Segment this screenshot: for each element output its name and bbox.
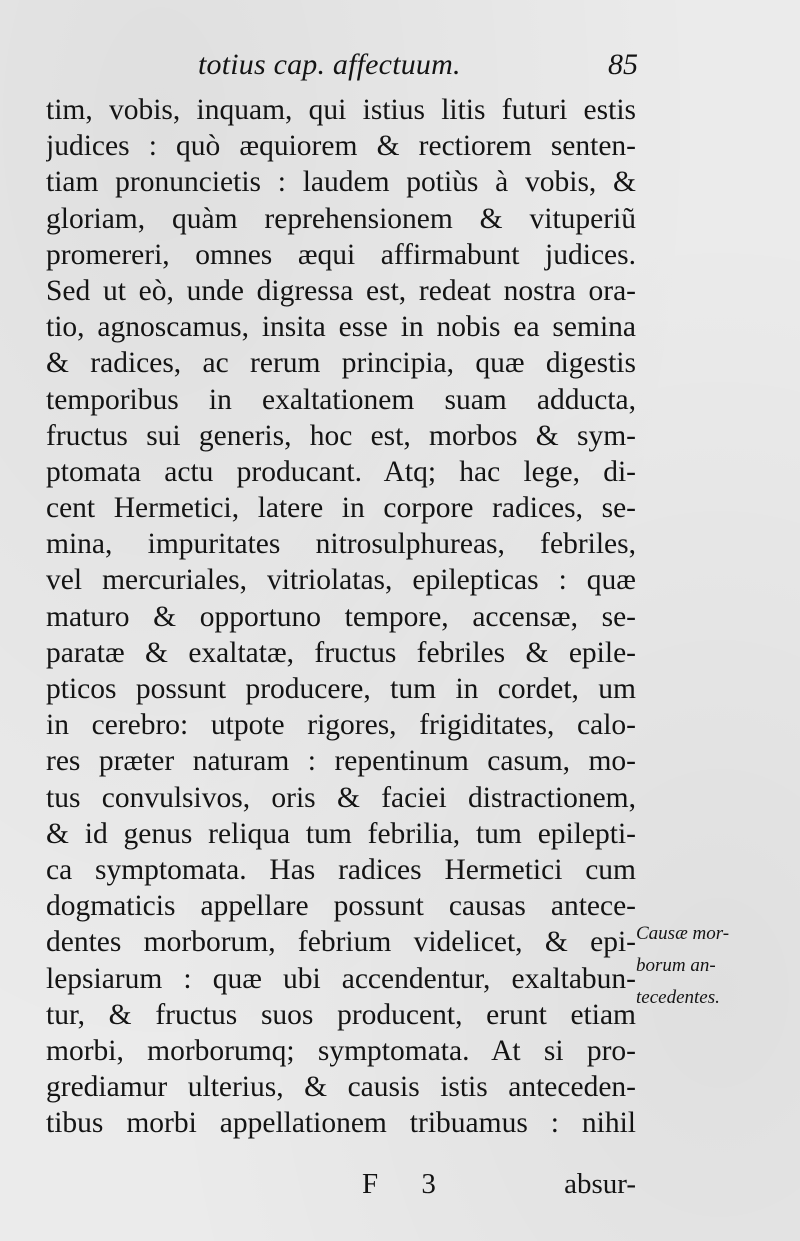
text-line: & id genus reliqua tum febrilia, tum epilepti- <box>46 817 636 850</box>
text-line: tio, agnoscamus, insita esse in nobis ea semina <box>46 311 636 344</box>
marginal-note <box>636 918 786 1014</box>
text-line: gloriam, quàm reprehensionem & vituperiũ <box>46 202 636 235</box>
text-line: dogmaticis appellare possunt causas antece- <box>46 890 636 923</box>
page-number: 85 <box>608 48 638 81</box>
text-line: dentes morborum, febrium videlicet, & epi- <box>46 926 636 959</box>
main-text-block <box>46 92 636 1141</box>
page-header <box>198 48 638 92</box>
text-line: vel mercuriales, vitriolatas, epilepticas : quæ <box>46 564 636 597</box>
text-line: paratæ & exaltatæ, fructus febriles & epile- <box>46 636 636 669</box>
text-line: lepsiarum : quæ ubi accendentur, exaltabun- <box>46 962 636 995</box>
text-line: mina, impuritates nitrosulphureas, febriles, <box>46 528 636 561</box>
text-line: temporibus in exaltationem suam adducta, <box>46 383 636 416</box>
text-line: tiam pronuncietis : laudem potiùs à vobis, & <box>46 166 636 199</box>
text-line: ca symptomata. Has radices Hermetici cum <box>46 853 636 886</box>
text-line: res præter naturam : repentinum casum, mo- <box>46 745 636 778</box>
marginal-note-line: tecedentes. <box>636 987 720 1008</box>
text-line: tur, & fructus suos producent, erunt etiam <box>46 998 636 1031</box>
text-line: Sed ut eò, unde digressa est, redeat nostra ora- <box>46 274 636 307</box>
catchword: absur- <box>564 1168 636 1200</box>
marginal-note-line: Causæ mor- <box>636 923 730 944</box>
text-line: fructus sui generis, hoc est, morbos & sym- <box>46 419 636 452</box>
text-line: ptomata actu producant. Atq; hac lege, di- <box>46 455 636 488</box>
text-line: pticos possunt producere, tum in cordet, um <box>46 673 636 705</box>
running-head: totius cap. affectuum. <box>198 48 461 81</box>
text-line: grediamur ulterius, & causis istis anteceden- <box>46 1071 636 1104</box>
text-line: in cerebro: utpote rigores, frigiditates, calo- <box>46 709 636 742</box>
text-line: tus convulsivos, oris & faciei distractionem, <box>46 781 636 814</box>
text-line: judices : quò æquiorem & rectiorem senten- <box>46 130 636 163</box>
text-line: promereri, omnes æqui affirmabunt judices. <box>46 238 636 271</box>
text-line: cent Hermetici, latere in corpore radices, se- <box>46 492 636 525</box>
text-line: & radices, ac rerum principia, quæ digestis <box>46 347 636 380</box>
text-line: tim, vobis, inquam, qui istius litis futuri estis <box>46 94 636 126</box>
text-line: tibus morbi appellationem tribuamus : nihil <box>46 1107 636 1140</box>
signature-mark: F 3 <box>362 1168 454 1200</box>
page-footer <box>46 1168 636 1208</box>
text-line: morbi, morborumq; symptomata. At si pro- <box>46 1034 636 1067</box>
text-line: maturo & opportuno tempore, accensæ, se- <box>46 600 636 633</box>
marginal-note-line: borum an- <box>636 955 716 976</box>
